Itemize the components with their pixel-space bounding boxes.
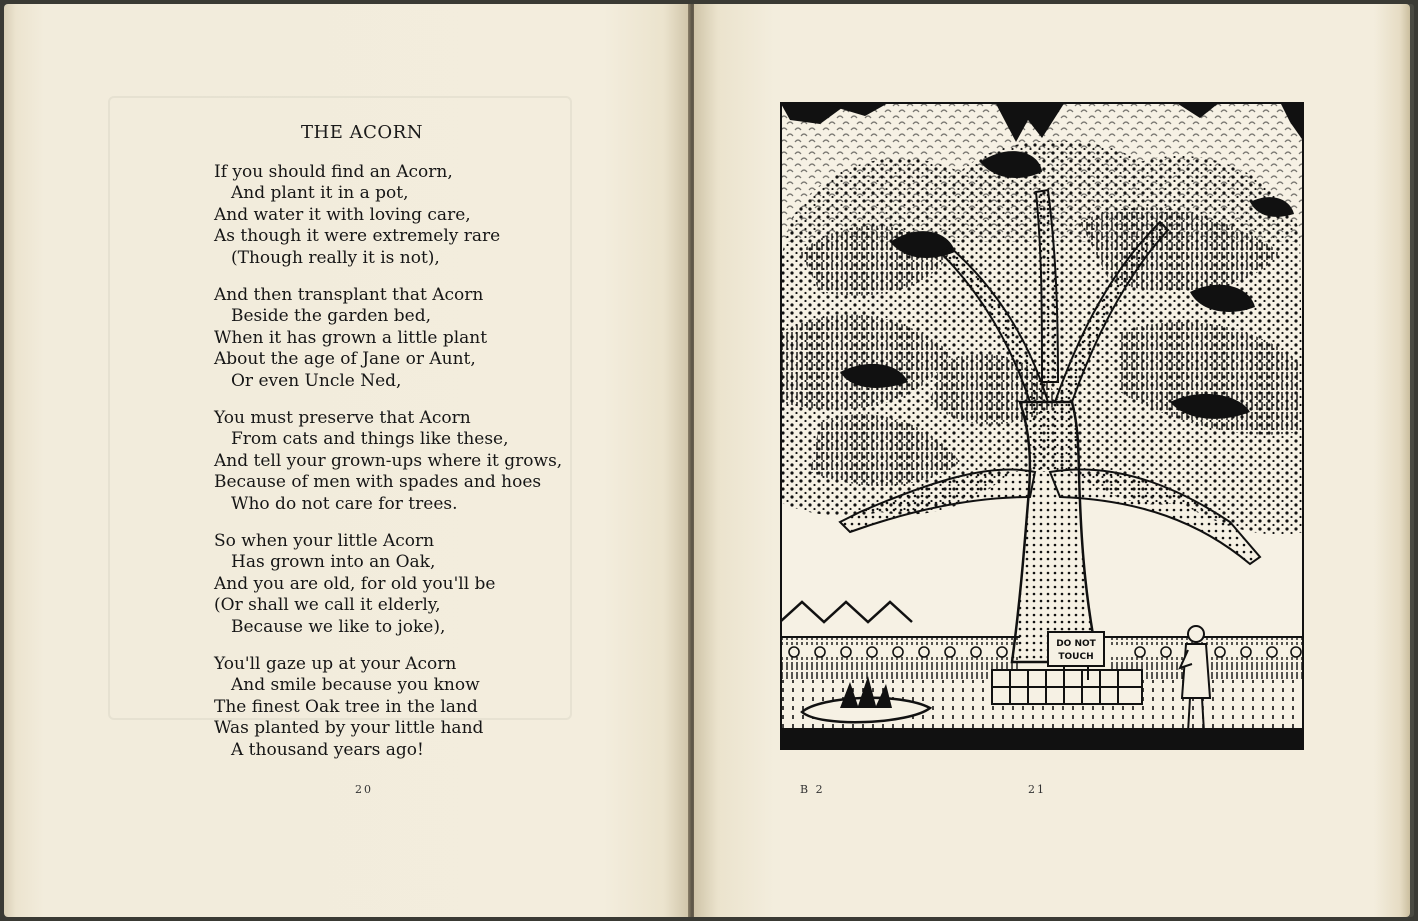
poem-line: Has grown into an Oak, xyxy=(231,552,436,573)
sign-text-line-1: DO NOT xyxy=(1056,639,1096,649)
open-book xyxy=(4,4,1414,917)
poem-line: If you should find an Acorn, xyxy=(214,162,453,182)
poem-line: Was planted by your little hand xyxy=(214,718,484,739)
poem-line: And water it with loving care, xyxy=(214,204,471,225)
poem-line: And you are old, for old you'll be xyxy=(214,573,496,594)
poem-line: As though it were extremely rare xyxy=(214,226,501,247)
poem-line: You must preserve that Acorn xyxy=(214,408,471,428)
right-page xyxy=(694,4,1410,917)
page-number-right: 21 xyxy=(1028,783,1046,796)
poem-line: (Though really it is not), xyxy=(231,247,440,268)
stanza-5 xyxy=(214,654,483,761)
poem-line: And smile because you know xyxy=(231,675,480,696)
left-page xyxy=(4,4,690,917)
poem-line: So when your little Acorn xyxy=(214,531,435,551)
poem-line: And then transplant that Acorn xyxy=(214,285,484,305)
poem-line: And tell your grown-ups where it grows, xyxy=(214,450,563,471)
poem-line: And plant it in a pot, xyxy=(231,183,409,204)
poem-title: THE ACORN xyxy=(301,122,423,143)
poem-line: You'll gaze up at your Acorn xyxy=(214,654,457,674)
poem-line: Because of men with spades and hoes xyxy=(214,472,542,493)
poem-line: The finest Oak tree in the land xyxy=(214,696,478,717)
poem-line: When it has grown a little plant xyxy=(214,327,488,348)
poem-line: About the age of Jane or Aunt, xyxy=(214,349,476,370)
poem-line: (Or shall we call it elderly, xyxy=(214,595,441,616)
sign-text-line-2: TOUCH xyxy=(1058,652,1094,662)
page-number-left: 20 xyxy=(355,783,373,796)
poem-line: Because we like to joke), xyxy=(231,616,446,637)
poem-line: Or even Uncle Ned, xyxy=(231,370,402,391)
stanza-4 xyxy=(214,531,496,638)
signature-mark: B 2 xyxy=(800,783,825,796)
poem-line: Beside the garden bed, xyxy=(231,306,431,327)
stanza-3 xyxy=(214,408,562,515)
stanza-2 xyxy=(214,285,487,392)
poem-line: From cats and things like these, xyxy=(231,429,509,450)
poem-line: Who do not care for trees. xyxy=(231,493,458,514)
oak-tree-illustration xyxy=(780,102,1304,750)
stanza-1 xyxy=(214,162,500,269)
poem-line: A thousand years ago! xyxy=(231,739,424,760)
